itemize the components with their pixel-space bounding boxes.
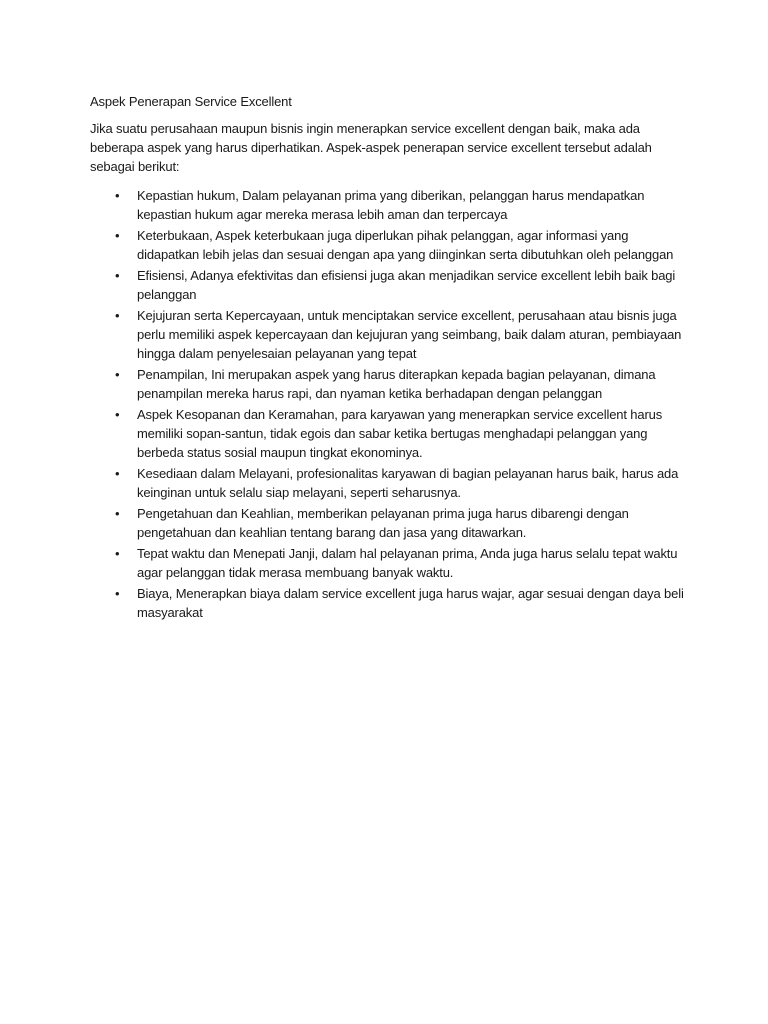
list-item <box>90 464 690 502</box>
bullet-icon: • <box>115 188 120 203</box>
list-item-text: Pengetahuan dan Keahlian, memberikan pelayanan prima juga harus dibarengi dengan pengetahuan dan keahlian tentang barang dan jasa yang ditawarkan. <box>137 506 629 540</box>
list-item-text: Efisiensi, Adanya efektivitas dan efisiensi juga akan menjadikan service excellent lebih baik bagi pelanggan <box>137 268 676 302</box>
bullet-icon: • <box>115 586 120 601</box>
bullet-icon: • <box>115 268 120 283</box>
bullet-icon: • <box>115 546 120 561</box>
intro-paragraph: Jika suatu perusahaan maupun bisnis ingin menerapkan service excellent dengan baik, maka ada beberapa aspek yang harus diperhatikan. Aspek-aspek penerapan service excellent tersebut adalah sebagai berikut: <box>90 121 652 174</box>
list-item <box>90 266 690 304</box>
document-title: Aspek Penerapan Service Excellent <box>90 94 292 109</box>
aspects-list <box>90 186 690 622</box>
list-item <box>90 226 690 264</box>
list-item-text: Keterbukaan, Aspek keterbukaan juga diperlukan pihak pelanggan, agar informasi yang didapatkan lebih jelas dan sesuai dengan apa yang diinginkan serta dibutuhkan oleh pelanggan <box>137 228 674 262</box>
list-item-text: Kejujuran serta Kepercayaan, untuk menciptakan service excellent, perusahaan atau bisnis juga perlu memiliki aspek kepercayaan dan kejujuran yang seimbang, baik dalam aturan, pembiayaan hingga dalam penyelesaian pelayanan yang tepat <box>137 308 682 361</box>
list-item <box>90 186 690 224</box>
bullet-icon: • <box>115 506 120 521</box>
document-body <box>90 92 690 624</box>
list-item <box>90 365 690 403</box>
bullet-icon: • <box>115 308 120 323</box>
list-item-text: Kesediaan dalam Melayani, profesionalitas karyawan di bagian pelayanan harus baik, harus ada keinginan untuk selalu siap melayani, seperti seharusnya. <box>137 466 679 500</box>
bullet-icon: • <box>115 367 120 382</box>
bullet-icon: • <box>115 466 120 481</box>
list-item <box>90 405 690 462</box>
bullet-icon: • <box>115 407 120 422</box>
list-item <box>90 306 690 363</box>
list-item-text: Biaya, Menerapkan biaya dalam service excellent juga harus wajar, agar sesuai dengan daya beli masyarakat <box>137 586 684 620</box>
list-item-text: Penampilan, Ini merupakan aspek yang harus diterapkan kepada bagian pelayanan, dimana penampilan mereka harus rapi, dan nyaman ketika berhadapan dengan pelanggan <box>137 367 656 401</box>
list-item <box>90 584 690 622</box>
bullet-icon: • <box>115 228 120 243</box>
list-item-text: Tepat waktu dan Menepati Janji, dalam hal pelayanan prima, Anda juga harus selalu tepat waktu agar pelanggan tidak merasa membuang banyak waktu. <box>137 546 678 580</box>
list-item <box>90 504 690 542</box>
list-item-text: Aspek Kesopanan dan Keramahan, para karyawan yang menerapkan service excellent harus memiliki sopan-santun, tidak egois dan sabar ketika bertugas menghadapi pelanggan yang berbeda status sosial maupun tingkat ekonominya. <box>137 407 663 460</box>
list-item <box>90 544 690 582</box>
list-item-text: Kepastian hukum, Dalam pelayanan prima yang diberikan, pelanggan harus mendapatkan kepastian hukum agar mereka merasa lebih aman dan terpercaya <box>137 188 645 222</box>
